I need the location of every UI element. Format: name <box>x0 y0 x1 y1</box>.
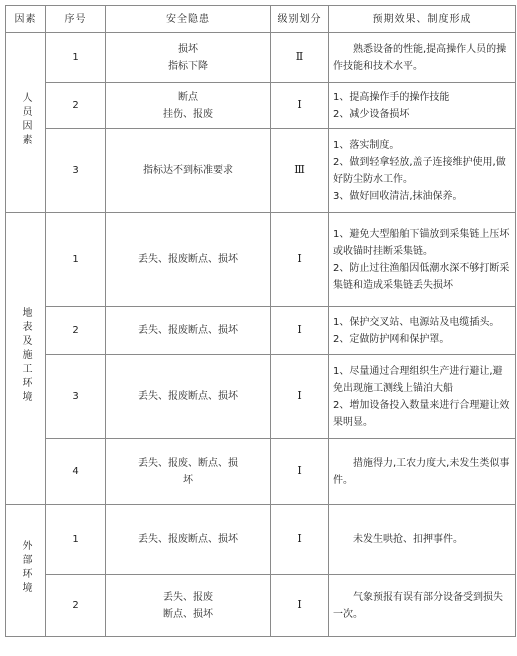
effect-cell <box>329 505 516 575</box>
hazard-text: 断点 <box>178 91 198 103</box>
row-number: 4 <box>46 439 106 505</box>
hazard-cell <box>106 505 271 575</box>
hazard-text: 丢失、报废 <box>163 591 213 603</box>
level-cell: Ⅰ <box>271 439 329 505</box>
effect-text: 熟悉设备的性能,提高操作人员的操作技能和技术水平。 <box>333 43 507 72</box>
row-number: 2 <box>46 307 106 355</box>
table-row <box>6 213 516 307</box>
level-cell: Ⅰ <box>271 505 329 575</box>
header-hazard: 安全隐患 <box>106 6 271 33</box>
hazard-text: 丢失、报废断点、损坏 <box>138 325 238 336</box>
hazard-cell <box>106 307 271 355</box>
table-row <box>6 355 516 439</box>
table-row <box>6 129 516 213</box>
factor-label: 外部环境 <box>20 539 31 596</box>
hazard-text: 丢失、报废断点、损坏 <box>138 391 238 402</box>
effect-text: 1、提高操作手的操作技能 <box>333 91 450 103</box>
row-number: 2 <box>46 83 106 129</box>
hazard-cell <box>106 129 271 213</box>
hazard-cell <box>106 575 271 637</box>
level-cell: Ⅰ <box>271 83 329 129</box>
effect-text: 未发生哄抢、扣押事件。 <box>353 534 463 545</box>
table-body <box>6 33 516 637</box>
hazard-text: 断点、损坏 <box>163 608 213 620</box>
effect-cell <box>329 307 516 355</box>
row-number: 2 <box>46 575 106 637</box>
effect-text: 1、尽量通过合理组织生产进行避让,避免出现施工测线上锚泊大船 <box>333 365 503 394</box>
header-level: 级别划分 <box>271 6 329 33</box>
table-row <box>6 439 516 505</box>
factor-cell <box>6 505 46 637</box>
level-cell: Ⅰ <box>271 307 329 355</box>
effect-text: 2、防止过往渔船因低潮水深不够打断采集链和造成采集链丢失损坏 <box>333 262 510 291</box>
table-row <box>6 505 516 575</box>
hazard-text: 丢失、报废、断点、损 <box>138 457 238 469</box>
effect-cell <box>329 33 516 83</box>
hazard-text: 丢失、报废断点、损坏 <box>138 254 238 265</box>
hazard-text: 指标下降 <box>168 60 208 72</box>
effect-text: 1、落实制度。 <box>333 139 400 151</box>
effect-text: 2、减少设备损坏 <box>333 108 410 120</box>
effect-text: 1、保护交叉站、电源站及电缆插头。 <box>333 316 500 328</box>
hazard-cell <box>106 213 271 307</box>
hazard-text: 损坏 <box>178 43 198 55</box>
header-number: 序号 <box>46 6 106 33</box>
safety-hazard-table <box>5 5 516 637</box>
factor-cell <box>6 33 46 213</box>
effect-text: 3、做好回收清洁,抹油保养。 <box>333 190 463 202</box>
header-row <box>6 6 516 33</box>
factor-label: 地表及施工环境 <box>20 306 31 405</box>
level-cell: Ⅰ <box>271 355 329 439</box>
row-number: 1 <box>46 505 106 575</box>
row-number: 3 <box>46 129 106 213</box>
hazard-text: 挂伤、报废 <box>163 108 213 120</box>
level-cell: Ⅰ <box>271 575 329 637</box>
effect-cell <box>329 129 516 213</box>
effect-text: 气象预报有误有部分设备受到损失一次。 <box>333 591 503 620</box>
level-cell: Ⅱ <box>271 33 329 83</box>
table-row <box>6 575 516 637</box>
row-number: 1 <box>46 213 106 307</box>
effect-text: 2、做到轻拿轻放,盖子连接维护使用,做好防尘防水工作。 <box>333 156 506 185</box>
hazard-cell <box>106 355 271 439</box>
effect-text: 2、定做防护网和保护罩。 <box>333 333 450 345</box>
hazard-text: 丢失、报废断点、损坏 <box>138 534 238 545</box>
effect-cell <box>329 213 516 307</box>
header-effect: 预期效果、制度形成 <box>329 6 516 33</box>
effect-text: 措施得力,工农力度大,未发生类似事件。 <box>333 457 510 486</box>
row-number: 3 <box>46 355 106 439</box>
effect-cell <box>329 355 516 439</box>
hazard-cell <box>106 439 271 505</box>
row-number: 1 <box>46 33 106 83</box>
effect-cell <box>329 439 516 505</box>
hazard-text: 指标达不到标准要求 <box>143 165 233 176</box>
effect-cell <box>329 83 516 129</box>
hazard-text: 坏 <box>183 474 193 486</box>
effect-text: 2、增加设备投入数量来进行合理避让效果明显。 <box>333 399 510 428</box>
header-factor: 因素 <box>6 6 46 33</box>
level-cell: Ⅲ <box>271 129 329 213</box>
effect-text: 1、避免大型船舶下锚放到采集链上压坏或收锚时挂断采集链。 <box>333 228 510 257</box>
table-row <box>6 307 516 355</box>
hazard-cell <box>106 83 271 129</box>
hazard-cell <box>106 33 271 83</box>
factor-label: 人员因素 <box>20 91 31 148</box>
factor-cell <box>6 213 46 505</box>
table-row <box>6 33 516 83</box>
effect-cell <box>329 575 516 637</box>
table-row <box>6 83 516 129</box>
level-cell: Ⅰ <box>271 213 329 307</box>
